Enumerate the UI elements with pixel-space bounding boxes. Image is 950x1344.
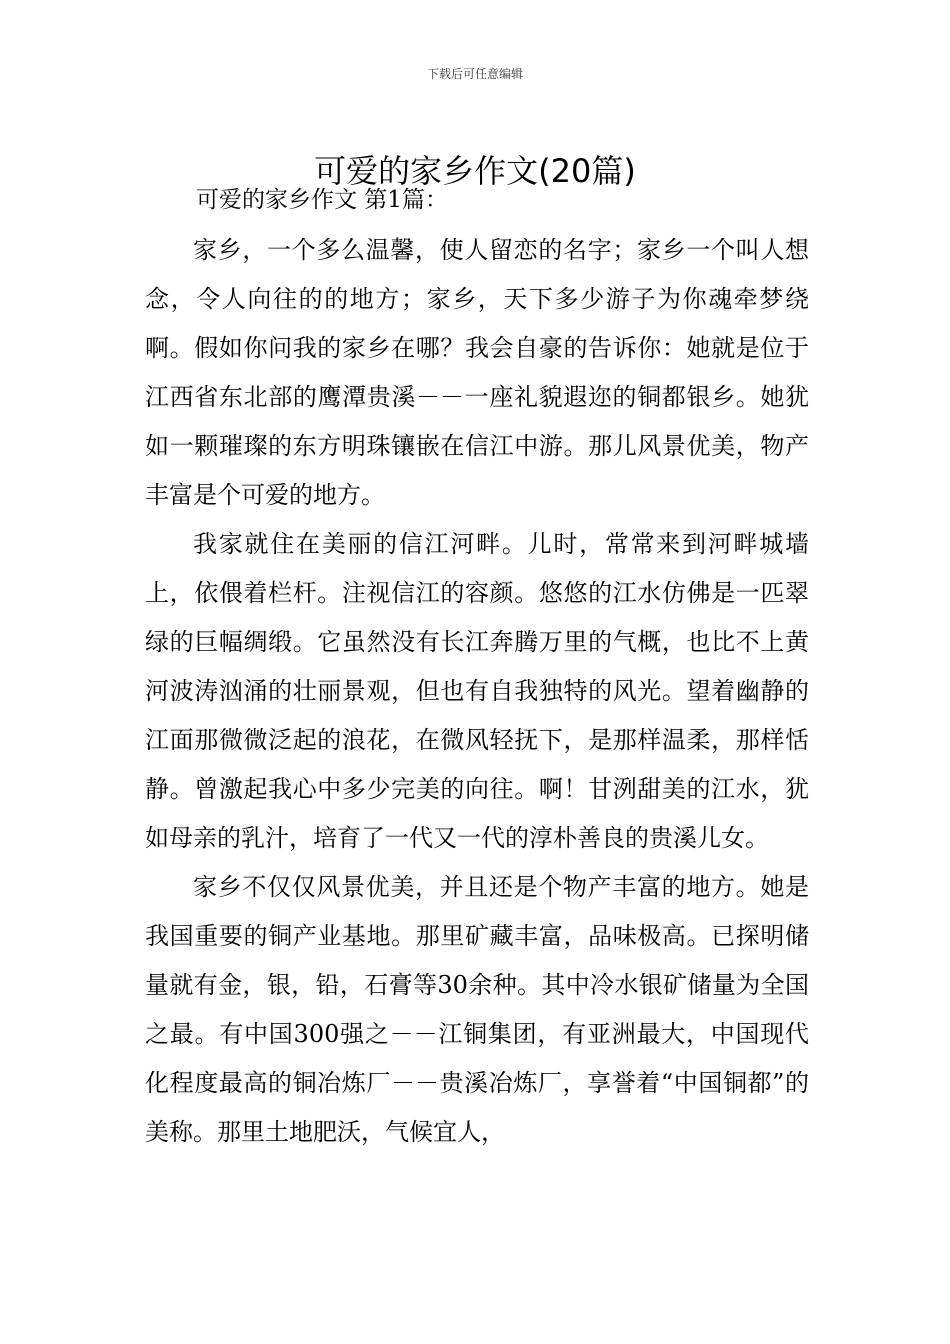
- paragraph-1: 家乡，一个多么温馨，使人留恋的名字；家乡一个叫人想念，令人向往的的地方；家乡，天下多少游子为你魂牵梦绕啊。假如你问我的家乡在哪？我会自豪的告诉你：她就是位于江西省东北部的鹰潭贵溪－－一座礼貌遐迩的铜都银乡。她犹如一颗璀璨的东方明珠镶嵌在信江中游。那儿风景优美，物产丰富是个可爱的地方。: [145, 236, 809, 509]
- paragraph-2: 我家就住在美丽的信江河畔。儿时，常常来到河畔城墙上，依偎着栏杆。注视信江的容颜。悠悠的江水仿佛是一匹翠绿的巨幅绸缎。它虽然没有长江奔腾万里的气概，也比不上黄河波涛汹涌的壮丽景观，但也有自我独特的风光。望着幽静的江面那微微泛起的浪花，在微风轻抚下，是那样温柔，那样恬静。曾激起我心中多少完美的向往。啊！甘洌甜美的江水，犹如母亲的乳汁，培育了一代又一代的淳朴善良的贵溪儿女。: [145, 530, 809, 852]
- header-note: 下载后可任意编辑: [426, 67, 523, 81]
- document-title: 可爱的家乡作文(20篇): [314, 152, 636, 191]
- paragraph-3: 家乡不仅仅风景优美，并且还是个物产丰富的地方。她是我国重要的铜产业基地。那里矿藏丰富，品味极高。已探明储量就有金，银，铅，石膏等30余种。其中冷水银矿储量为全国之最。有中国300强之－－江铜集团，有亚洲最大，中国现代化程度最高的铜冶炼厂－－贵溪冶炼厂，享誉着“中国铜都”的美称。那里土地肥沃，气候宜人，: [145, 873, 809, 1146]
- document-body: [145, 226, 809, 1157]
- section-heading: 可爱的家乡作文 第1篇：: [196, 187, 448, 213]
